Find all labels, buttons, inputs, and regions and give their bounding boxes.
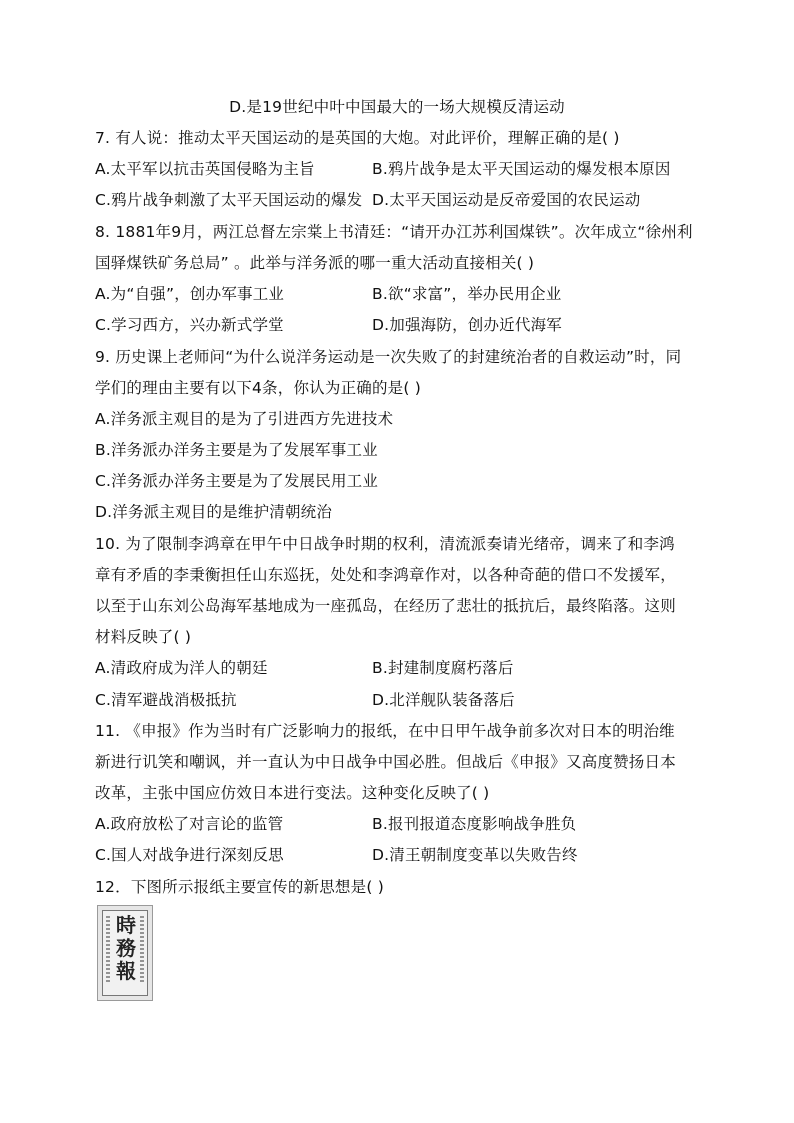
q10-option-c: C.清军避战消极抵抗 [95,691,237,709]
q10-stem-line-2: 章有矛盾的李秉衡担任山东巡抚，处处和李鸿章作对，以各种奇葩的借口不发援军， [95,566,676,584]
q7-stem: 7. 有人说：推动太平天国运动的是英国的大炮。对此评价，理解正确的是( ) [95,129,620,147]
q9-option-d: D.洋务派主观目的是维护清朝统治 [95,503,333,521]
q8-option-b: B.欲“求富”，举办民用企业 [372,285,562,303]
newspaper-side-text-left [106,916,110,982]
q11-stem-line-2: 新进行讥笑和嘲讽，并一直认为中日战争中国必胜。但战后《申报》又高度赞扬日本 [95,753,676,771]
newspaper-title-char-3: 報 [116,959,136,983]
q9-option-c: C.洋务派办洋务主要是为了发展民用工业 [95,472,379,490]
q8-option-a: A.为“自强”，创办军事工业 [95,285,285,303]
q6-option-d: D.是19世纪中叶中国最大的一场大规模反清运动 [229,98,565,116]
q8-stem-line-1: 8. 1881年9月，两江总督左宗棠上书清廷：“请开办江苏利国煤铁”。次年成立“徐州利 [95,223,693,241]
newspaper-image [97,905,153,1001]
q7-option-b: B.鸦片战争是太平天国运动的爆发根本原因 [372,160,671,178]
q10-stem-line-3: 以至于山东刘公岛海军基地成为一座孤岛，在经历了悲壮的抵抗后，最终陷落。这则 [95,597,676,615]
newspaper-title-char-1: 時 [116,913,136,937]
q11-option-d: D.清王朝制度变革以失败告终 [372,846,578,864]
q10-stem-line-1: 10. 为了限制李鸿章在甲午中日战争时期的权利，清流派奏请光绪帝，调来了和李鸿 [95,535,675,553]
q9-option-b: B.洋务派办洋务主要是为了发展军事工业 [95,441,378,459]
q10-stem-line-4: 材料反映了( ) [95,628,192,646]
newspaper-title-char-2: 務 [116,936,136,960]
q10-option-d: D.北洋舰队装备落后 [372,691,515,709]
newspaper-title [112,914,140,983]
newspaper-side-text-right [140,916,144,982]
q9-option-a: A.洋务派主观目的是为了引进西方先进技术 [95,410,394,428]
q11-option-b: B.报刊报道态度影响战争胜负 [372,815,577,833]
q9-stem-line-1: 9. 历史课上老师问“为什么说洋务运动是一次失败了的封建统治者的自救运动”时，同 [95,348,682,366]
q11-stem-line-1: 11. 《申报》作为当时有广泛影响力的报纸，在中日甲午战争前多次对日本的明治维 [95,722,675,740]
q11-option-a: A.政府放松了对言论的监管 [95,815,284,833]
q11-option-c: C.国人对战争进行深刻反思 [95,846,284,864]
q12-stem: 12．下图所示报纸主要宣传的新思想是( ) [95,878,384,896]
q11-stem-line-3: 改革，主张中国应仿效日本进行变法。这种变化反映了( ) [95,784,490,802]
q10-option-a: A.清政府成为洋人的朝廷 [95,659,268,677]
q10-option-b: B.封建制度腐朽落后 [372,659,514,677]
q8-stem-line-2: 国驿煤铁矿务总局” 。此举与洋务派的哪一重大活动直接相关( ) [95,254,535,272]
q8-option-d: D.加强海防，创办近代海军 [372,316,562,334]
q8-option-c: C.学习西方，兴办新式学堂 [95,316,284,334]
q9-stem-line-2: 学们的理由主要有以下4条，你认为正确的是( ) [95,379,421,397]
q7-option-c: C.鸦片战争刺激了太平天国运动的爆发 [95,191,363,209]
q7-option-d: D.太平天国运动是反帝爱国的农民运动 [372,191,641,209]
q7-option-a: A.太平军以抗击英国侵略为主旨 [95,160,315,178]
